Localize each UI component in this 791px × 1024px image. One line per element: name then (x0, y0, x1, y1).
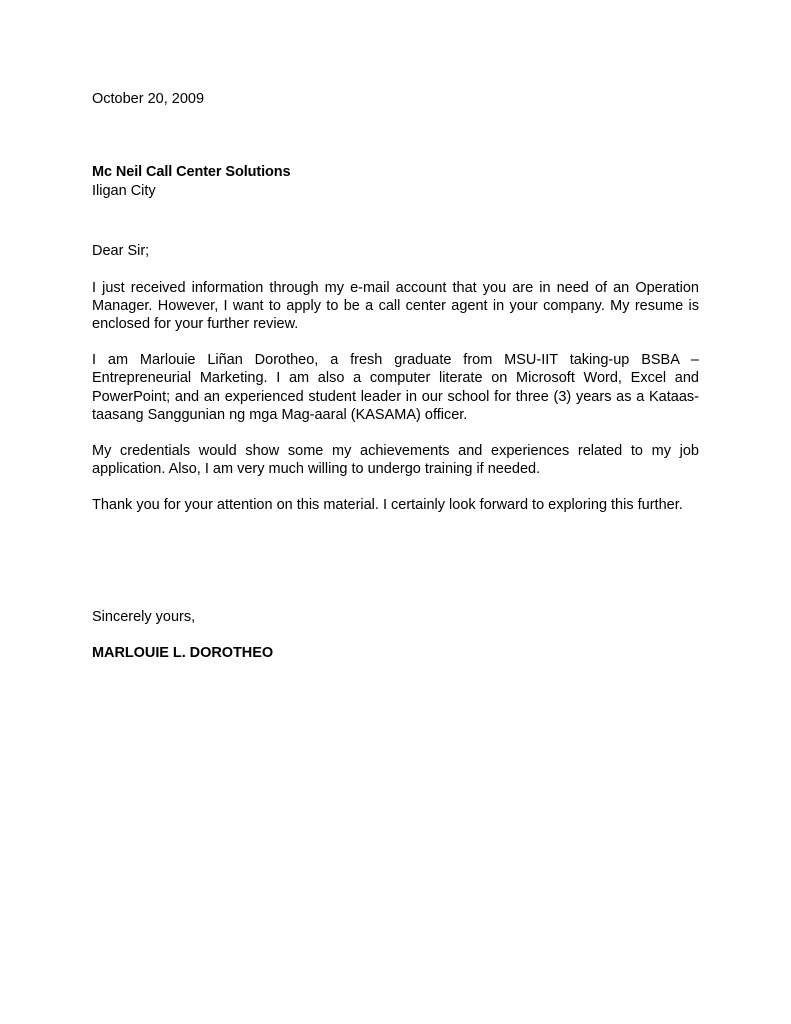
recipient-city: Iligan City (92, 182, 156, 199)
spacer-below-date (92, 108, 699, 163)
spacer-below-closing (92, 626, 699, 644)
spacer-below-address (92, 200, 699, 242)
closing-phrase: Sincerely yours, (92, 608, 196, 625)
body-paragraph-2: I am Marlouie Liñan Dorotheo, a fresh graduate from MSU-IIT taking-up BSBA – Entrepreneurial Marketing. I am also a computer literate on Microsoft Word, Excel and PowerPoint; and an experienced student leader in our school for three (3) years as a Kataas-taasang Sanggunian ng mga Mag-aaral (KASAMA) officer. (92, 352, 699, 423)
body-paragraph-1: I just received information through my e-mail account that you are in need of an Operation Manager. However, I want to apply to be a call center agent in your company. My resume is enclosed for your further review. (92, 279, 699, 332)
salutation: Dear Sir; (92, 243, 150, 260)
spacer-below-salutation (92, 261, 699, 279)
letter-date: October 20, 2009 (92, 91, 205, 107)
signature-space (92, 533, 699, 608)
letter-body (92, 90, 699, 662)
body-paragraph-3: My credentials would show some my achievements and experiences related to my job application. Also, I am very much willing to undergo training if needed. (92, 443, 699, 478)
recipient-organization: Mc Neil Call Center Solutions (92, 164, 291, 181)
signer-name: MARLOUIE L. DOROTHEO (92, 644, 274, 661)
body-paragraph-4: Thank you for your attention on this material. I certainly look forward to exploring this further. (92, 497, 683, 514)
